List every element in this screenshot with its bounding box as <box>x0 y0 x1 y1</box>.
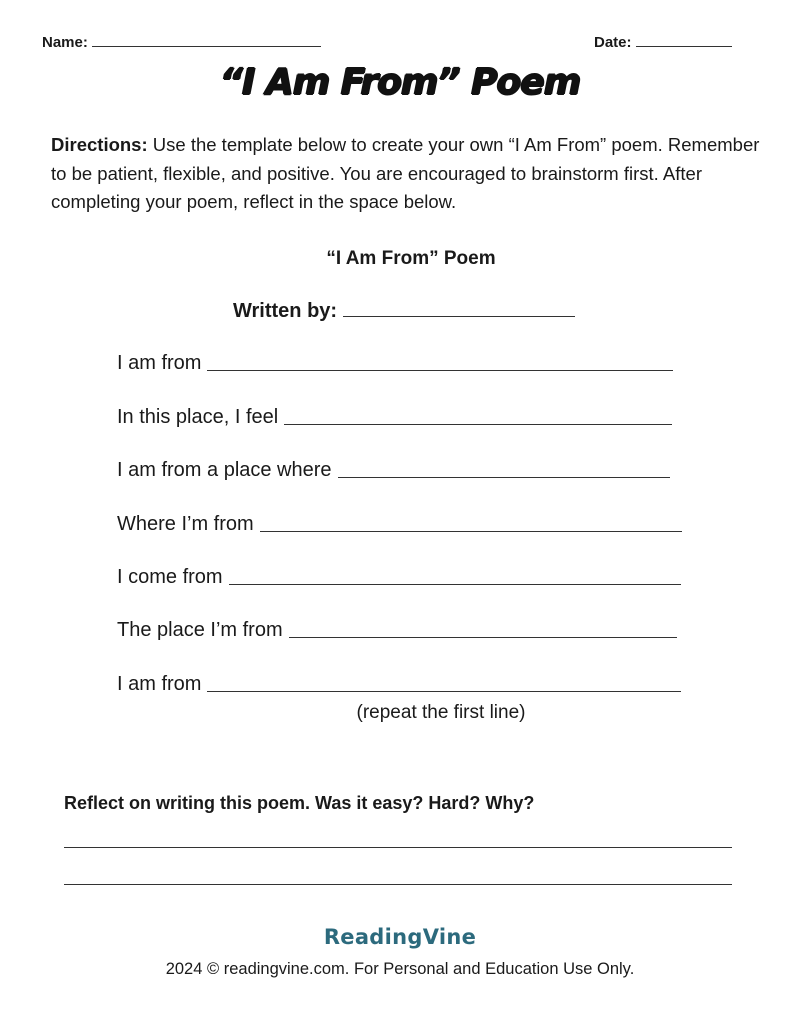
poem-line-prompt: I am from a place where <box>117 459 332 481</box>
brand-logo: ReadingVine <box>323 925 477 949</box>
directions-text: Use the template below to create your own “I Am From” poem. Remember to be patient, flexible, and positive. You are encouraged to brainstorm first. After completing your poem, reflect in the space below. <box>51 134 760 212</box>
reflection-blank-line-2[interactable] <box>64 884 732 885</box>
written-by-blank-line[interactable] <box>343 315 575 317</box>
poem-line-blank[interactable] <box>260 530 682 532</box>
written-by-field <box>233 300 575 323</box>
poem-line-blank[interactable] <box>289 636 677 638</box>
written-by-label: Written by: <box>233 300 338 322</box>
poem-line-blank[interactable] <box>207 690 681 692</box>
poem-line-5 <box>117 566 681 589</box>
poem-line-blank[interactable] <box>229 583 681 585</box>
poem-line-1 <box>117 352 673 375</box>
date-blank-line[interactable] <box>636 45 732 47</box>
directions-paragraph <box>51 131 761 217</box>
poem-line-prompt: I am from <box>117 352 202 374</box>
poem-line-3 <box>117 459 670 482</box>
poem-line-prompt: I am from <box>117 673 202 695</box>
date-field <box>594 34 732 51</box>
poem-line-blank[interactable] <box>284 423 672 425</box>
poem-line-blank[interactable] <box>338 476 670 478</box>
name-field <box>42 34 321 51</box>
poem-line-6 <box>117 619 677 642</box>
poem-line-prompt: The place I’m from <box>117 619 283 641</box>
poem-line-7 <box>117 673 681 696</box>
name-label: Name: <box>42 34 88 51</box>
poem-line-prompt: I come from <box>117 566 223 588</box>
poem-line-blank[interactable] <box>207 369 673 371</box>
poem-line-2 <box>117 406 672 429</box>
poem-line-4 <box>117 513 682 536</box>
copyright-notice: 2024 © readingvine.com. For Personal and Education Use Only. <box>165 960 635 978</box>
name-blank-line[interactable] <box>92 45 321 47</box>
directions-label: Directions: <box>51 134 148 155</box>
worksheet-title: “I Am From” Poem <box>219 62 581 103</box>
poem-line-prompt: In this place, I feel <box>117 406 279 428</box>
reflection-question: Reflect on writing this poem. Was it easy? Hard? Why? <box>64 793 535 813</box>
poem-line-prompt: Where I’m from <box>117 513 254 535</box>
reflection-blank-line-1[interactable] <box>64 847 732 848</box>
date-label: Date: <box>594 34 632 51</box>
repeat-note: (repeat the first line) <box>356 702 526 723</box>
poem-heading: “I Am From” Poem <box>326 248 496 269</box>
